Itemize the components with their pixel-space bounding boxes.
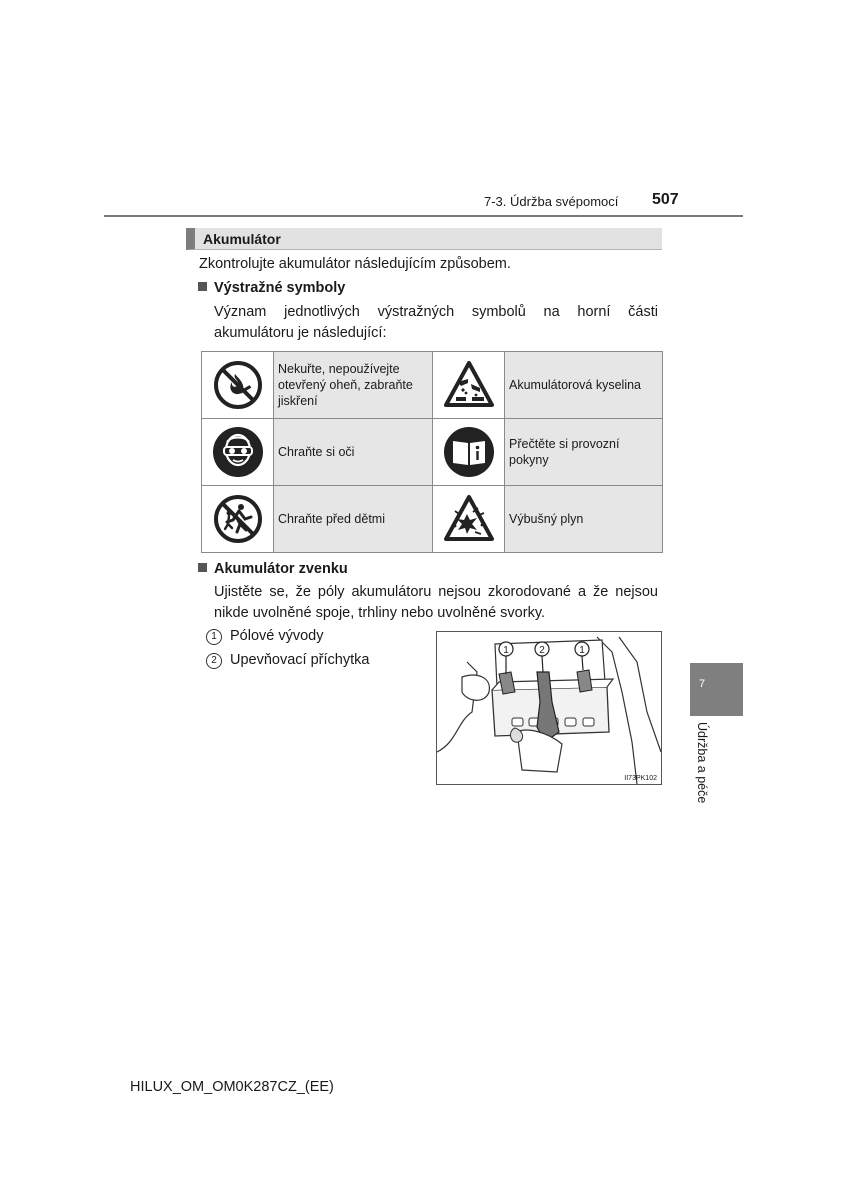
- table-row: [202, 352, 663, 419]
- footer-document-code: HILUX_OM_OM0K287CZ_(EE): [130, 1079, 334, 1095]
- symbol-label-cell: [505, 352, 663, 419]
- table-row: [202, 486, 663, 553]
- symbol-label: Chraňte před dětmi: [278, 512, 386, 526]
- symbol-label-cell: [274, 352, 433, 419]
- battery-illustration: [436, 631, 662, 785]
- legend-number: 1: [206, 629, 222, 645]
- legend-label: Pólové vývody: [230, 628, 324, 644]
- table-row: [202, 419, 663, 486]
- section-title: Akumulátor: [203, 231, 281, 247]
- symbol-cell: [202, 419, 274, 486]
- symbol-label-cell: [505, 419, 663, 486]
- chapter-tab-number: 7: [699, 678, 706, 690]
- callout-number: 1: [503, 645, 509, 656]
- warning-symbols-heading: [198, 280, 345, 296]
- battery-exterior-description: Ujistěte se, že póly akumulátoru nejsou zkorodované a že nejsou nikde uvolněné spoje, trhliny nebo uvolněné svorky.: [214, 584, 658, 621]
- legend-number: 2: [206, 653, 222, 669]
- bullet-square-icon: [198, 563, 207, 572]
- symbol-label: Chraňte si oči: [278, 445, 355, 459]
- header-section-title: 7-3. Údržba svépomocí: [484, 194, 619, 209]
- explosive-gas-icon: [442, 492, 496, 546]
- symbol-label: Výbušný plyn: [509, 512, 584, 526]
- battery-exterior-heading: [198, 561, 348, 577]
- battery-acid-icon: [442, 358, 496, 412]
- header-rule: [104, 215, 743, 217]
- section-intro: Zkontrolujte akumulátor následujícím způsobem.: [199, 256, 511, 272]
- page-number: 507: [652, 191, 679, 208]
- no-fire-icon: [211, 358, 265, 412]
- symbol-label-cell: [505, 486, 663, 553]
- warning-symbols-heading-text: Výstražné symboly: [214, 280, 346, 296]
- callout-number: 2: [539, 645, 545, 656]
- bullet-square-icon: [198, 282, 207, 291]
- figure-code: II73PK102: [624, 775, 657, 782]
- battery-exterior-heading-text: Akumulátor zvenku: [214, 561, 348, 577]
- chapter-tab: [690, 663, 743, 716]
- legend-item: [206, 652, 369, 669]
- symbol-label: Akumulátorová kyselina: [509, 378, 642, 392]
- keep-away-children-icon: [211, 492, 265, 546]
- callout-number: 1: [579, 645, 585, 656]
- read-instructions-icon: [442, 425, 496, 479]
- symbol-label-cell: [274, 419, 433, 486]
- battery-engine-bay-drawing: [437, 632, 661, 784]
- eye-protection-icon: [211, 425, 265, 479]
- chapter-tab-label: Údržba a péče: [695, 722, 709, 804]
- warning-symbols-table: [201, 351, 663, 553]
- section-title-bar: [186, 228, 662, 250]
- legend-label: Upevňovací příchytka: [230, 652, 370, 668]
- symbol-cell: [433, 486, 505, 553]
- symbol-cell: [202, 352, 274, 419]
- symbol-cell: [433, 419, 505, 486]
- symbol-label: Přečtěte si provozní pokyny: [509, 437, 620, 467]
- symbol-label: Nekuřte, nepoužívejte otevřený oheň, zabraňte jiskření: [278, 362, 413, 408]
- legend-item: [206, 628, 324, 645]
- warning-symbols-description: Význam jednotlivých výstražných symbolů na horní části akumulátoru je následující:: [214, 304, 658, 341]
- symbol-cell: [433, 352, 505, 419]
- symbol-label-cell: [274, 486, 433, 553]
- symbol-cell: [202, 486, 274, 553]
